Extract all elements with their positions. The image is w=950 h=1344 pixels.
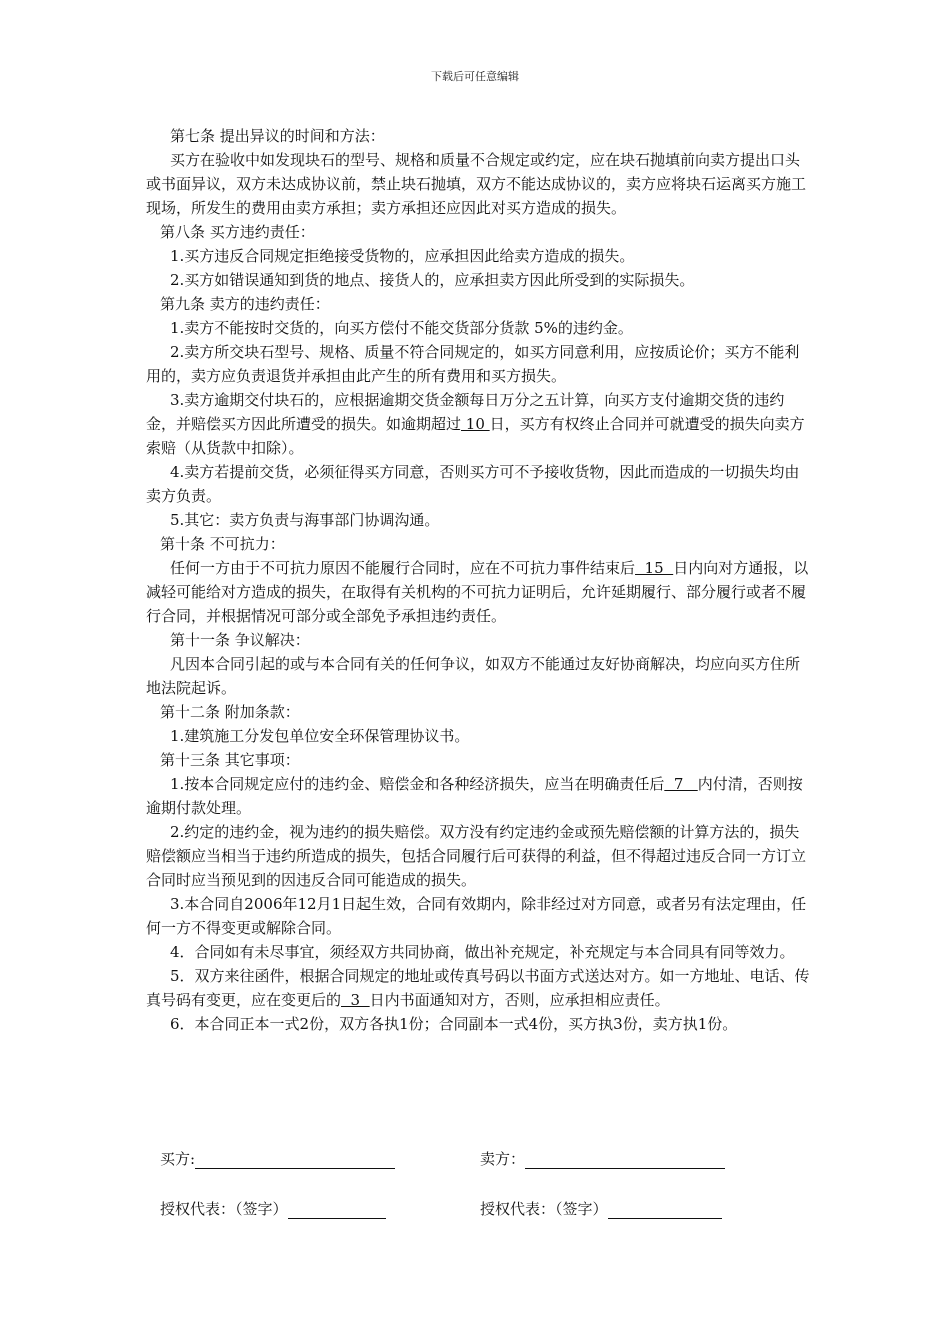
buyer-rep-signature-line[interactable] — [288, 1202, 386, 1219]
buyer-rep-label: 授权代表：（签字） — [160, 1200, 288, 1218]
force-majeure-days-blank: 15 — [635, 559, 674, 577]
article-9-item-2: 2.卖方所交块石型号、规格、质量不符合同规定的，如买方同意利用，应按质论价；买方不能利用的，卖方应负责退货并承担由此产生的所有费用和买方损失。 — [146, 343, 800, 385]
article-13-item-3: 3.本合同自2006年12月1日起生效，合同有效期内，除非经过对方同意，或者另有法定理由，任何一方不得变更或解除合同。 — [146, 895, 807, 937]
article-8-item-1: 1.买方违反合同规定拒绝接受货物的，应承担因此给卖方造成的损失。 — [170, 247, 635, 265]
buyer-rep-signature — [160, 1198, 480, 1219]
article-11-body: 凡因本合同引起的或与本合同有关的任何争议，如双方不能通过友好协商解决，均应向买方住所地法院起诉。 — [146, 655, 801, 697]
article-13-title: 第十三条 其它事项： — [160, 751, 300, 769]
article-13-item-5 — [146, 964, 814, 1012]
article-7-body: 买方在验收中如发现块石的型号、规格和质量不合规定或约定，应在块石抛填前向卖方提出口头或书面异议，双方未达成协议前，禁止块石抛填，双方不能达成协议的，卖方应将块石运离买方施工现场，所发生的费用由卖方承担；卖方承担还应因此对买方造成的损失。 — [146, 151, 807, 217]
article-12-item-1: 1.建筑施工分发包单位安全环保管理协议书。 — [170, 727, 470, 745]
overdue-days-blank: 10 — [461, 415, 490, 433]
buyer-signature — [160, 1148, 480, 1169]
seller-rep-label: 授权代表：（签字） — [480, 1200, 608, 1218]
article-8-item-2: 2.买方如错误通知到货的地点、接货人的，应承担卖方因此所受到的实际损失。 — [170, 271, 695, 289]
article-7-title: 第七条 提出异议的时间和方法： — [170, 127, 385, 145]
seller-rep-signature-line[interactable] — [608, 1202, 722, 1219]
buyer-label: 买方: — [160, 1150, 196, 1168]
article-9-item-3-text-a: 3.卖方逾期交付块石的，应根据逾期交货金额每日万分之五计算，向买方支付逾期交货的违约金，并赔偿买方因此所遭受的损失。如逾期超过 — [146, 391, 785, 433]
article-10-title: 第十条 不可抗力： — [160, 535, 285, 553]
seller-rep-signature — [480, 1198, 800, 1219]
article-13-item-1-text-b: 内付清，否则按逾期付款处理。 — [146, 775, 803, 817]
article-12-title: 第十二条 附加条款： — [160, 703, 300, 721]
article-13-item-4: 4．合同如有未尽事宜，须经双方共同协商，做出补充规定，补充规定与本合同具有同等效力。 — [170, 943, 795, 961]
article-9-title: 第九条 卖方的违约责任： — [160, 295, 330, 313]
article-9-item-1: 1.卖方不能按时交货的，向买方偿付不能交货部分货款 5%的违约金。 — [170, 319, 633, 337]
article-13-item-1-text-a: 1.按本合同规定应付的违约金、赔偿金和各种经济损失，应当在明确责任后 — [170, 775, 665, 793]
contract-body — [146, 124, 814, 1036]
seller-label: 卖方： — [480, 1150, 526, 1168]
buyer-signature-line[interactable] — [195, 1152, 395, 1169]
seller-signature — [480, 1148, 800, 1169]
seller-signature-line[interactable] — [525, 1152, 725, 1169]
article-13-item-2: 2.约定的违约金，视为违约的损失赔偿。双方没有约定违约金或预先赔偿额的计算方法的，损失赔偿额应当相当于违约所造成的损失，包括合同履行后可获得的利益，但不得超过违反合同一方订立合同时应当预见到的因违反合同可能造成的损失。 — [146, 823, 807, 889]
article-10-body — [146, 556, 814, 628]
article-11-title: 第十一条 争议解决： — [170, 631, 310, 649]
article-8-title: 第八条 买方违约责任： — [160, 223, 315, 241]
article-9-item-3 — [146, 388, 814, 460]
signature-rep-row — [160, 1198, 800, 1219]
article-13-item-1 — [146, 772, 814, 820]
notice-days-blank: 3 — [341, 991, 370, 1009]
article-13-item-5-text-b: 日内书面通知对方，否则，应承担相应责任。 — [369, 991, 670, 1009]
article-13-item-6: 6．本合同正本一式2份，双方各执1份；合同副本一式4份，买方执3份，卖方执1份。 — [170, 1015, 738, 1033]
page-header: 下载后可任意编辑 — [431, 70, 519, 83]
article-9-item-5: 5.其它：卖方负责与海事部门协调沟通。 — [170, 511, 440, 529]
article-9-item-3-text-b: 日，买方有权终止合同并可就遭受的损失向卖方索赔（从货款中扣除）。 — [146, 415, 805, 457]
article-13-item-5-text-a: 5．双方来往函件，根据合同规定的地址或传真号码以书面方式送达对方。如一方地址、电话、传真号码有变更，应在变更后的 — [146, 967, 810, 1009]
article-10-text-b: 日内向对方通报，以减轻可能给对方造成的损失，在取得有关机构的不可抗力证明后，允许延期履行、部分履行或者不履行合同，并根据情况可部分或全部免予承担违约责任。 — [146, 559, 809, 625]
signature-party-row — [160, 1148, 800, 1169]
payment-days-blank: 7 — [664, 775, 698, 793]
article-10-text-a: 任何一方由于不可抗力原因不能履行合同时，应在不可抗力事件结束后 — [170, 559, 636, 577]
article-9-item-4: 4.卖方若提前交货，必须征得买方同意，否则买方可不予接收货物，因此而造成的一切损失均由卖方负责。 — [146, 463, 800, 505]
